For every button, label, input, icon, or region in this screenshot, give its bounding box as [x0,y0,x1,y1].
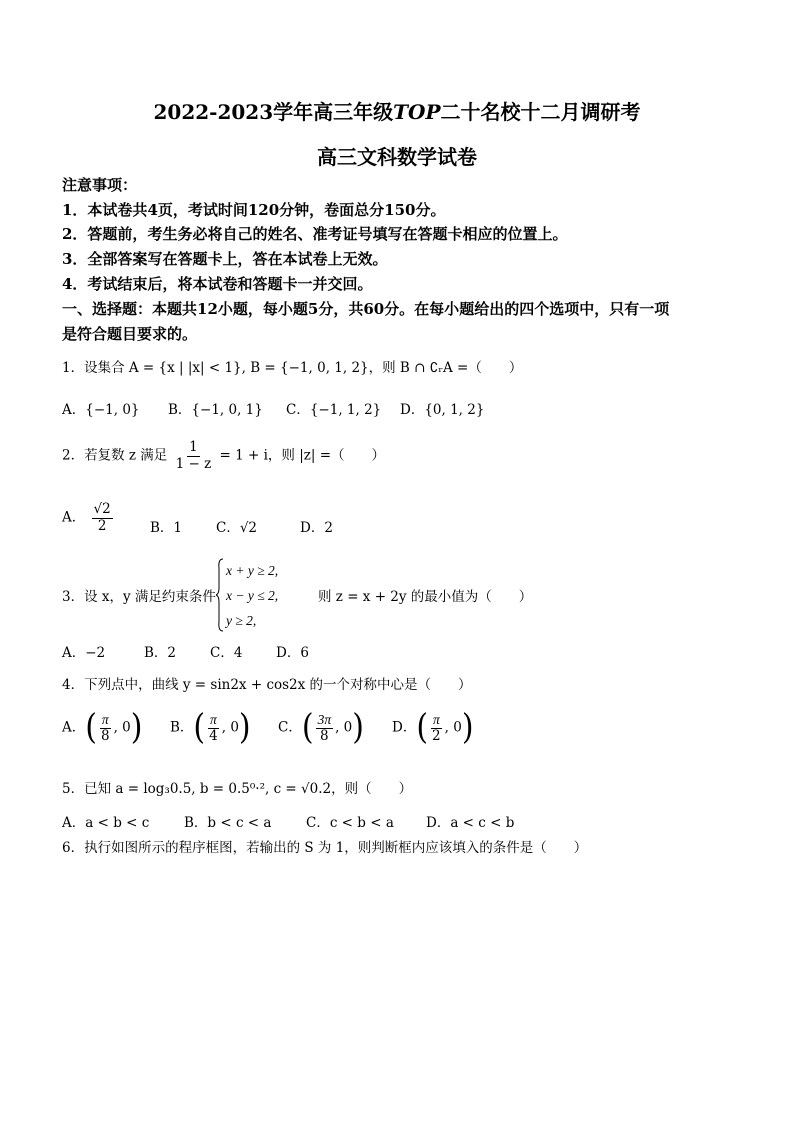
q4-option-c-num: 3π [317,712,332,727]
q3-option-d: D．6 [276,645,309,661]
q4-option-b: B．( $\frac{\pi}{4}$ , 0) [170,707,251,748]
q4-option-b-tail: , 0 [221,719,239,736]
q3-constraint-system [226,558,278,633]
q5-option-a: A．a < b < c [62,815,150,831]
q1-option-b: B．{−1, 0, 1} [168,402,263,418]
q1-option-c: C．{−1, 1, 2} [286,402,382,418]
q3-condition-1: x + y ≥ 2, [226,563,279,578]
section1-line2: 是符合题目要求的。 [62,325,198,343]
q4-option-c: C．( $\frac{3\pi}{8}$ , 0) [278,707,364,748]
q4-option-c-den: 8 [320,727,329,744]
q3-option-c: C．4 [210,645,243,661]
q2-frac-num: 1 [189,439,198,455]
q2-option-d: D．2 [300,520,333,536]
q4-option-d: D．( $\frac{\pi}{2}$ , 0) [392,707,474,748]
q4-option-b-den: 4 [209,727,218,744]
q4-option-a-label: A． [62,719,86,736]
q3-option-a: A．−2 [62,645,106,661]
q2-frac-den: 1 − z [175,455,212,472]
q2-stem-pre: 2．若复数 z 满足 [62,447,168,464]
note-item-2: 2．答题前，考生务必将自己的姓名、准考证号填写在答题卡相应的位置上。 [62,225,568,243]
q4-option-d-den: 2 [432,727,441,744]
q2-fraction [174,440,214,472]
q4-option-c-tail: , 0 [335,719,353,736]
q3-option-b: B．2 [144,645,177,661]
q4-option-a-den: 8 [100,727,110,744]
q2-option-a [62,502,115,534]
q2-option-b: B．1 [150,520,183,536]
brace-icon [216,558,224,632]
q5-option-b: B．b < c < a [184,815,272,831]
q2-stem-post: = 1 + i，则 |z| =（ ） [219,447,386,464]
q4-option-a-tail: , 0 [113,719,131,736]
title-suffix: 二十名校十二月调研考 [440,100,641,124]
q4-stem: 4．下列点中，曲线 y = sin2x + cos2x 的一个对称中心是（ ） [62,677,472,693]
q2-option-a-fraction [92,502,113,534]
q4-option-c-label: C． [278,719,302,736]
q1-option-d: D．{0, 1, 2} [400,402,485,418]
q3-condition-3: y ≥ 2, [226,613,257,628]
note-item-1: 1．本试卷共4页，考试时间120分钟，卷面总分150分。 [62,201,446,219]
q5-stem: 5．已知 a = log₃0.5, b = 0.5⁰·², c = √0.2，则（ ） [62,781,413,797]
q1-stem: 1．设集合 A = {x | |x| < 1}, B = {−1, 0, 1, 2}，则 B ∩ ∁ᵣA =（ ） [62,360,523,376]
q5-option-d: D．a < c < b [426,815,515,831]
q2-option-a-num: √2 [93,501,111,517]
q4-option-b-num: π [210,712,217,727]
q2-option-a-label: A． [62,509,86,526]
q2-option-a-den: 2 [97,517,107,534]
q4-option-a: A．( $\frac{\pi}{8}$ , 0) [62,707,143,748]
q2-stem [62,440,385,472]
note-item-3: 3．全部答案写在答题卡上，答在本试卷上无效。 [62,250,388,268]
exam-title-line1 [0,96,794,125]
title-emphasis: TOP [393,100,441,124]
title-prefix: 2022-2023学年高三年级 [153,100,394,124]
q3-stem-post: 则 z = x + 2y 的最小值为（ ） [318,589,533,605]
notes-heading: 注意事项： [62,176,138,194]
note-item-4: 4．考试结束后，将本试卷和答题卡一并交回。 [62,275,373,293]
q4-option-d-num: π [432,712,440,727]
q4-option-d-label: D． [392,719,417,736]
q4-option-a-num: π [101,712,109,727]
q3-stem-pre: 3．设 x，y 满足约束条件 [62,589,216,605]
exam-title-line2: 高三文科数学试卷 [317,145,477,169]
q1-option-a: A．{−1, 0} [62,402,140,418]
q4-option-b-label: B． [170,719,194,736]
q4-option-d-tail: , 0 [444,719,462,736]
q3-condition-2: x − y ≤ 2, [226,588,279,603]
section1-line1: 一、选择题：本题共12小题，每小题5分，共60分。在每小题给出的四个选项中，只有一项 [62,300,670,318]
q6-stem: 6．执行如图所示的程序框图，若输出的 S 为 1，则判断框内应该填入的条件是（ ） [62,840,588,856]
q5-option-c: C．c < b < a [306,815,394,831]
q2-option-c: C．√2 [216,520,258,536]
